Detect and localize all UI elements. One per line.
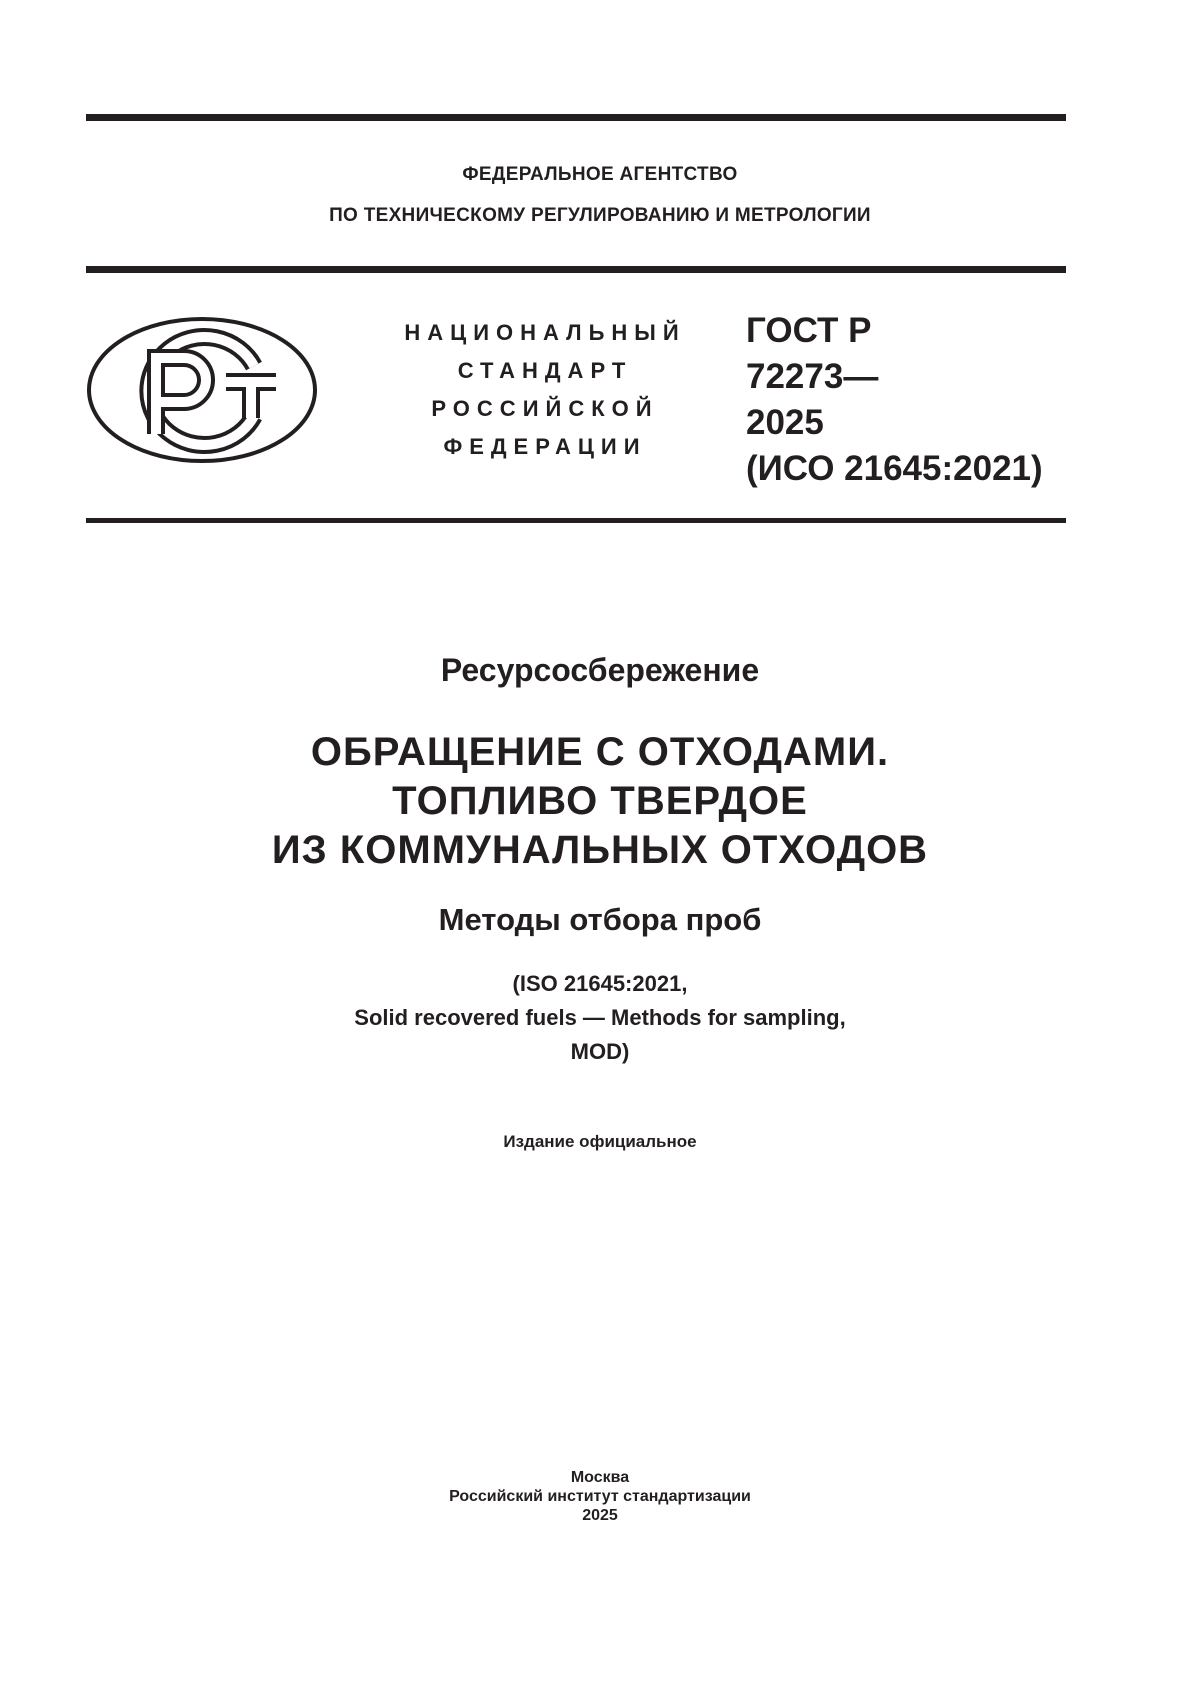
category-title: Ресурсосбережение xyxy=(440,652,760,688)
top-rule xyxy=(86,114,1066,121)
edition-label: Издание официальное xyxy=(503,1132,697,1151)
header-bottom-rule xyxy=(86,518,1066,523)
designation-line-2: 72273— xyxy=(746,357,879,396)
rst-certification-logo-icon xyxy=(86,316,318,469)
main-title xyxy=(0,728,1200,875)
national-standard-line-2: СТАНДАРТ xyxy=(457,358,633,383)
agency-line-1: ФЕДЕРАЛЬНОЕ АГЕНТСТВО xyxy=(462,164,738,185)
international-line-2: Solid recovered fuels — Methods for sampling, xyxy=(354,1005,846,1030)
international-line-3: MOD) xyxy=(570,1039,630,1064)
main-title-line-1: ОБРАЩЕНИЕ С ОТХОДАМИ. xyxy=(310,730,890,774)
imprint-city: Москва xyxy=(570,1469,630,1486)
international-line-1: (ISO 21645:2021, xyxy=(512,971,688,996)
agency-rule xyxy=(86,266,1066,273)
agency-line-2: ПО ТЕХНИЧЕСКОМУ РЕГУЛИРОВАНИЮ И МЕТРОЛОГИИ xyxy=(329,205,871,226)
imprint xyxy=(0,1468,1200,1525)
standard-designation xyxy=(746,308,1043,492)
designation-line-3: 2025 xyxy=(746,403,824,442)
main-title-line-2: ТОПЛИВО ТВЕРДОЕ xyxy=(392,779,808,823)
international-reference xyxy=(0,967,1200,1069)
national-standard-line-3: РОССИЙСКОЙ xyxy=(431,396,659,421)
imprint-publisher: Российский институт стандартизации xyxy=(449,1488,751,1505)
national-standard-line-1: НАЦИОНАЛЬНЫЙ xyxy=(404,320,686,345)
main-title-line-3: ИЗ КОММУНАЛЬНЫХ ОТХОДОВ xyxy=(271,828,929,872)
imprint-year: 2025 xyxy=(582,1507,618,1524)
designation-line-4: (ИСО 21645:2021) xyxy=(746,449,1043,488)
national-standard-line-4: ФЕДЕРАЦИИ xyxy=(443,434,647,459)
national-standard-label xyxy=(380,314,710,466)
subtitle: Методы отбора проб xyxy=(438,902,762,937)
designation-line-1: ГОСТ Р xyxy=(746,311,872,350)
